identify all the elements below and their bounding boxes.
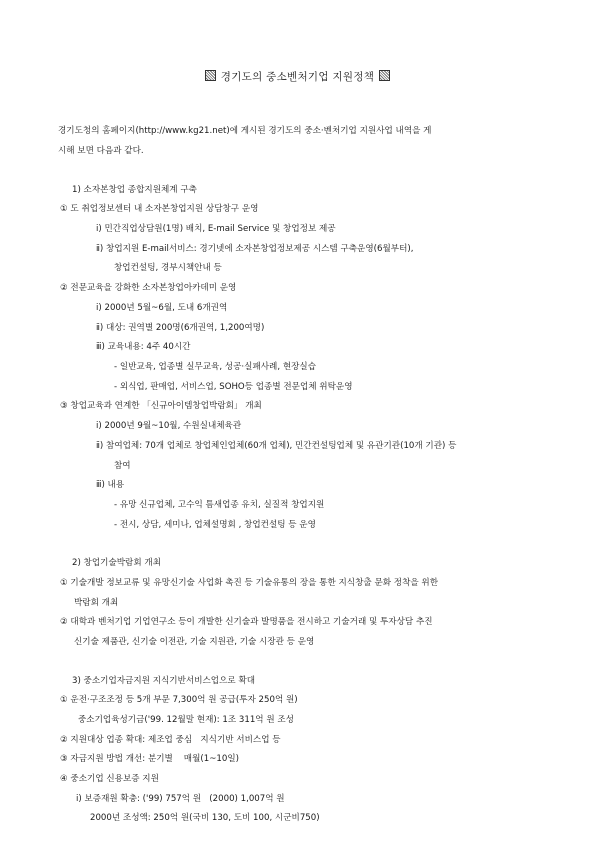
s1-item-b-iii: ⅲ) 교육내용: 4주 40시간 <box>96 342 191 352</box>
s1-item-b-ii: ⅱ) 대상: 권역별 200명(6개권역, 1,200여명) <box>96 323 265 333</box>
s2-item-a: ① 기술개발 정보교류 및 유망신기술 사업화 촉진 등 기술유통의 장을 통한 지식창출 문화 정착을 위한 <box>60 578 439 588</box>
s1-item-b: ② 전문교육을 강화한 소자본창업아카데미 운영 <box>60 283 237 293</box>
s2-item-b-cont: 신기술 제품관, 신기술 이전관, 기술 지원관, 기술 시장관 등 운영 <box>74 637 315 647</box>
s1-item-a-i: ⅰ) 민간직업상담원(1명) 배치, E-mail Service 및 창업정보 제공 <box>96 224 336 234</box>
s3-item-d-i: ⅰ) 보증재원 확충: ('99) 757억 원 (2000) 1,007억 원 <box>76 794 285 804</box>
title-left-box-icon <box>205 70 216 81</box>
s1-item-c-iii: ⅲ) 내용 <box>96 480 125 490</box>
title-right-box-icon <box>379 70 390 81</box>
s3-item-a-cont: 중소기업육성기금('99. 12월말 현재): 1조 311억 원 조성 <box>78 715 294 725</box>
intro-line-2: 시해 보면 다음과 같다. <box>58 146 144 156</box>
s1-item-a-ii-cont: 창업컨설팅, 경부시책안내 등 <box>114 263 222 273</box>
s1-item-a: ① 도 취업정보센터 내 소자본창업지원 상담창구 운영 <box>60 204 259 214</box>
s3-item-a: ① 운전·구조조정 등 5개 부문 7,300억 원 공급(투자 250억 원) <box>60 695 298 705</box>
s1-item-a-ii: ⅱ) 창업지원 E-mail서비스: 경기넷에 소자본창업정보제공 시스템 구축운영(6월부터), <box>96 244 414 254</box>
section-3-heading: 3) 중소기업자금지원 지식기반서비스업으로 확대 <box>72 676 256 686</box>
section-2-heading: 2) 창업기술박람회 개최 <box>72 558 161 568</box>
s1-item-c-ii-cont: 참여 <box>114 461 131 471</box>
s2-item-b: ② 대학과 벤처기업 기업연구소 등이 개발한 신기술과 발명품을 전시하고 기술거래 및 투자상담 추진 <box>60 617 433 627</box>
s3-item-d: ④ 중소기업 신용보증 지원 <box>60 774 159 784</box>
s3-item-c: ③ 자금지원 방법 개선: 분기별 매월(1~10일) <box>60 754 239 764</box>
section-1-heading: 1) 소자본창업 종합지원체계 구축 <box>72 185 197 195</box>
intro-line-1: 경기도청의 홈페이지(http://www.kg21.net)에 게시된 경기도의 중소·벤처기업 지원사업 내역을 게 <box>58 126 432 136</box>
s1-item-c-i: ⅰ) 2000년 9월~10월, 수원실내체육관 <box>96 421 242 431</box>
s1-item-c-ii: ⅱ) 참여업체: 70개 업체로 창업체인업체(60개 업체), 민간컨설팅업체 및 유관기관(10개 기관) 등 <box>96 441 457 451</box>
page-title <box>0 69 595 84</box>
s1-item-b-iii-2: - 외식업, 판매업, 서비스업, SOHO등 업종별 전문업체 위탁운영 <box>114 382 353 392</box>
s1-item-c-iii-2: - 전시, 상담, 세미나, 업체설명회 , 창업컨설팅 등 운영 <box>114 520 316 530</box>
s2-item-a-cont: 박람회 개최 <box>74 598 119 608</box>
s1-item-b-i: ⅰ) 2000년 5월~6월, 도내 6개권역 <box>96 303 228 313</box>
s1-item-c: ③ 창업교육과 연계한 「신규아이템창업박람회」 개최 <box>60 401 262 411</box>
s3-item-b: ② 지원대상 업종 확대: 제조업 중심 지식기반 서비스업 등 <box>60 735 281 745</box>
page-title-text: 경기도의 중소벤처기업 지원정책 <box>220 71 375 83</box>
s1-item-c-iii-1: - 유망 신규업체, 고수익 틈새업종 유치, 실질적 창업지원 <box>114 500 325 510</box>
s1-item-b-iii-1: - 일반교육, 업종별 실무교육, 성공·실패사례, 현장실습 <box>114 362 317 372</box>
s3-item-d-i-cont: 2000년 조성액: 250억 원(국비 130, 도비 100, 시군비750) <box>90 813 320 823</box>
